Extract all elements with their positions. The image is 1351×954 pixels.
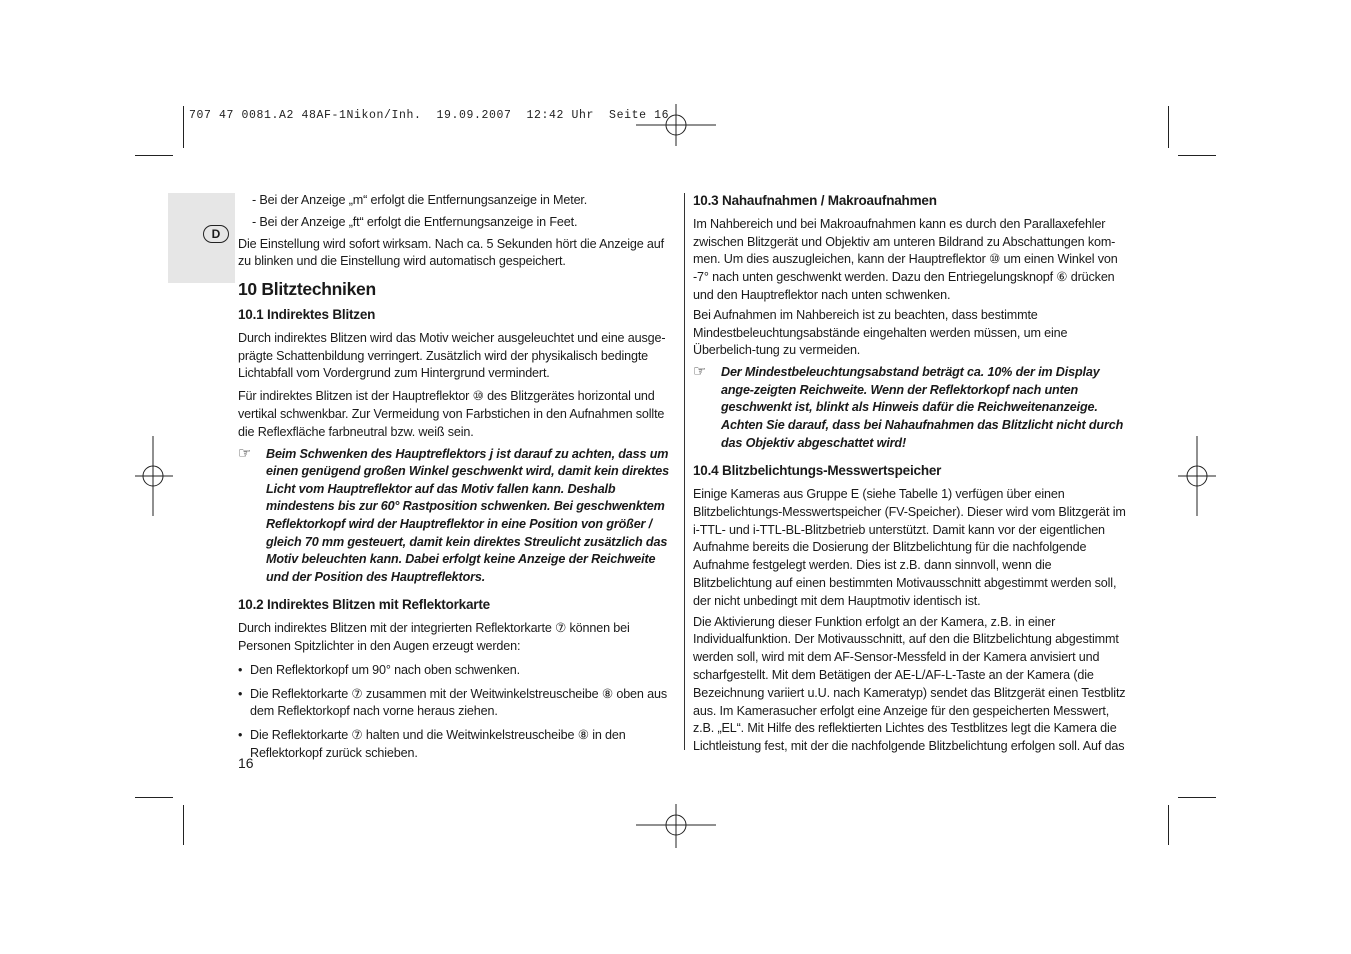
- crop-mark-bottom-left-h: [135, 797, 173, 798]
- heading-10-3: 10.3 Nahaufnahmen / Makroaufnahmen: [693, 193, 937, 208]
- paragraph-10-3-b: Bei Aufnahmen im Nahbereich ist zu beachten, dass bestimmte Mindestbeleuchtungsabstände eingehalten werden müssen, um eine Überbelich-tung zu vermeiden.: [693, 307, 1068, 358]
- registration-mark-top: [636, 96, 716, 146]
- paragraph-10-3-a: Im Nahbereich und bei Makroaufnahmen kann es durch den Parallaxefehler zwischen Blitzgerät und Objektiv am unteren Bildrand zu Abschattungen kom-men. Um dies auszugleichen, kann der Hauptreflektor ⑩ um einen Winkel von -7° nach unten geschwenkt werden. Dazu den Entriegelungsknopf ⑥ drücken und den Hauptreflektor nach unten schwenken.: [693, 216, 1118, 302]
- registration-mark-bottom: [636, 804, 716, 848]
- list-item-text: Die Reflektorkarte ⑦ halten und die Weitwinkelstreuscheibe ⑧ in den Reflektorkopf zurück schieben.: [250, 728, 626, 760]
- list-item-text: Die Reflektorkarte ⑦ zusammen mit der Weitwinkelstreuscheibe ⑧ oben aus dem Reflektorkopf nach vorne heraus ziehen.: [250, 686, 667, 719]
- dash-item-feet: - Bei der Anzeige „ft“ erfolgt die Entfernungsanzeige in Feet.: [252, 214, 578, 229]
- section-heading-10: 10 Blitztechniken: [238, 279, 376, 300]
- crop-mark-bottom-right-h: [1178, 797, 1216, 798]
- note-10-1: [238, 446, 674, 587]
- paragraph-10-1-a: Durch indirektes Blitzen wird das Motiv weicher ausgeleuchtet und eine ausge-prägte Schattenbildung verringert. Zusätzlich wird der physikalisch bedingte Lichtabfall vom Vordergrund zum Hintergrund vermindert.: [238, 330, 666, 381]
- crop-mark-top-right-v: [1168, 106, 1169, 148]
- left-column: [238, 192, 674, 769]
- right-column: [693, 192, 1133, 759]
- heading-10-1: 10.1 Indirektes Blitzen: [238, 306, 376, 322]
- list-item-text: Den Reflektorkopf um 90° nach oben schwenken.: [250, 662, 520, 677]
- registration-mark-left: [135, 436, 173, 516]
- paragraph-setting: Die Einstellung wird sofort wirksam. Nach ca. 5 Sekunden hört die Anzeige auf zu blinken und die Einstellung wird automatisch gespeichert.: [238, 236, 664, 269]
- page-number: 16: [238, 755, 254, 771]
- bullet-icon: •: [238, 662, 243, 677]
- paragraph-10-2: Durch indirektes Blitzen mit der integrierten Reflektorkarte ⑦ können bei Personen Spitzlichter in den Augen erzeugt werden:: [238, 621, 630, 653]
- list-item: [238, 686, 674, 722]
- heading-10-4: 10.4 Blitzbelichtungs-Messwertspeicher: [693, 463, 942, 479]
- pointing-hand-icon: ☞: [693, 363, 707, 381]
- bullet-icon: •: [238, 728, 243, 743]
- list-item: [238, 662, 674, 680]
- bullet-icon: •: [238, 686, 243, 701]
- note-10-3-text: Der Mindestbeleuchtungsabstand beträgt ca. 10% der im Display ange-zeigten Reichweite. Wenn der Reflektorkopf nach unten geschwenkt ist, blinkt als Hinweis dafür die Reichweitenanzeige. Achten Sie darauf, dass bei Nahaufnahmen das Blitzlicht nicht durch das Objektiv abgeschattet wird!: [721, 365, 1124, 450]
- print-header: 707 47 0081.A2 48AF-1Nikon/Inh. 19.09.2007 12:42 Uhr Seite 16: [189, 109, 670, 122]
- crop-mark-bottom-left-v: [183, 805, 184, 845]
- dash-item-meter: - Bei der Anzeige „m“ erfolgt die Entfernungsanzeige in Meter.: [252, 193, 588, 207]
- heading-10-2: 10.2 Indirektes Blitzen mit Reflektorkarte: [238, 597, 490, 613]
- registration-mark-right: [1178, 436, 1216, 516]
- column-divider: [684, 193, 685, 750]
- paragraph-10-4-a: Einige Kameras aus Gruppe E (siehe Tabelle 1) verfügen über einen Blitzbelichtungs-Messwertspeicher (FV-Speicher). Dieser wird vom Blitzgerät im i-TTL- und i-TTL-BL-Blitzbetrieb unterstützt. Damit kann vor der eigentlichen Aufnahme bereits die Dosierung der Blitzbelichtung für die nachfolgende Aufnahme festgelegt werden. Dies ist z.B. dann sinnvoll, wenn die Blitzbelichtung auf einen bestimmten Motivausschnitt abgestimmt werden soll, der nicht unbedingt mit dem Hauptmotiv identisch ist.: [693, 486, 1126, 608]
- note-10-3: [693, 364, 1133, 452]
- pointing-hand-icon: ☞: [238, 444, 252, 462]
- paragraph-10-1-b: Für indirektes Blitzen ist der Hauptreflektor ⑩ des Blitzgerätes horizontal und vertikal schwenkbar. Zur Vermeidung von Farbstichen in den Aufnahmen sollte die Reflexfläche farbneutral bzw. weiß sein.: [238, 389, 665, 439]
- note-10-1-text: Beim Schwenken des Hauptreflektors j ist darauf zu achten, dass um einen genügend großen Winkel geschwenkt wird, damit kein direktes Licht vom Hauptreflektor auf das Motiv fallen kann. Deshalb mindestens bis zur 60° Rastposition schwenken. Bei geschwenktem Reflektorkopf wird der Hauptreflektor in eine Position von größer / gleich 70 mm gesteuert, damit kein direktes Streulicht zusätzlich das Motiv beleuchten kann. Dabei erfolgt keine Anzeige der Reichweite und der Position des Hauptreflektors.: [266, 446, 670, 584]
- list-item: [238, 727, 674, 763]
- language-tab-letter: D: [203, 225, 229, 243]
- crop-mark-top-left-v: [183, 106, 184, 148]
- crop-mark-top-left-h: [135, 155, 173, 156]
- paragraph-10-4-b: Die Aktivierung dieser Funktion erfolgt an der Kamera, z.B. in einer Individualfunktion. Der Motivausschnitt, auf den die Blitzbelichtung abgestimmt werden soll, wird mit dem AF-Sensor-Messfeld in der Kamera anvisiert und scharfgestellt. Mit dem Betätigen der AE-L/AF-L-Taste an der Kamera (die Bezeichnung variiert u.U. nach Kameratyp) sendet das Blitzgerät einen Testblitz aus. Im Kamerasucher erfolgt eine Anzeige für den gespeicherten Messwert, z.B. „EL“. Mit Hilfe des reflektierten Lichtes des Testblitzes legt die Kamera die Lichtleistung fest, mit der die nachfolgende Blitzbelichtung erfolgen soll. Auf das: [693, 614, 1126, 754]
- crop-mark-top-right-h: [1178, 155, 1216, 156]
- crop-mark-bottom-right-v: [1168, 805, 1169, 845]
